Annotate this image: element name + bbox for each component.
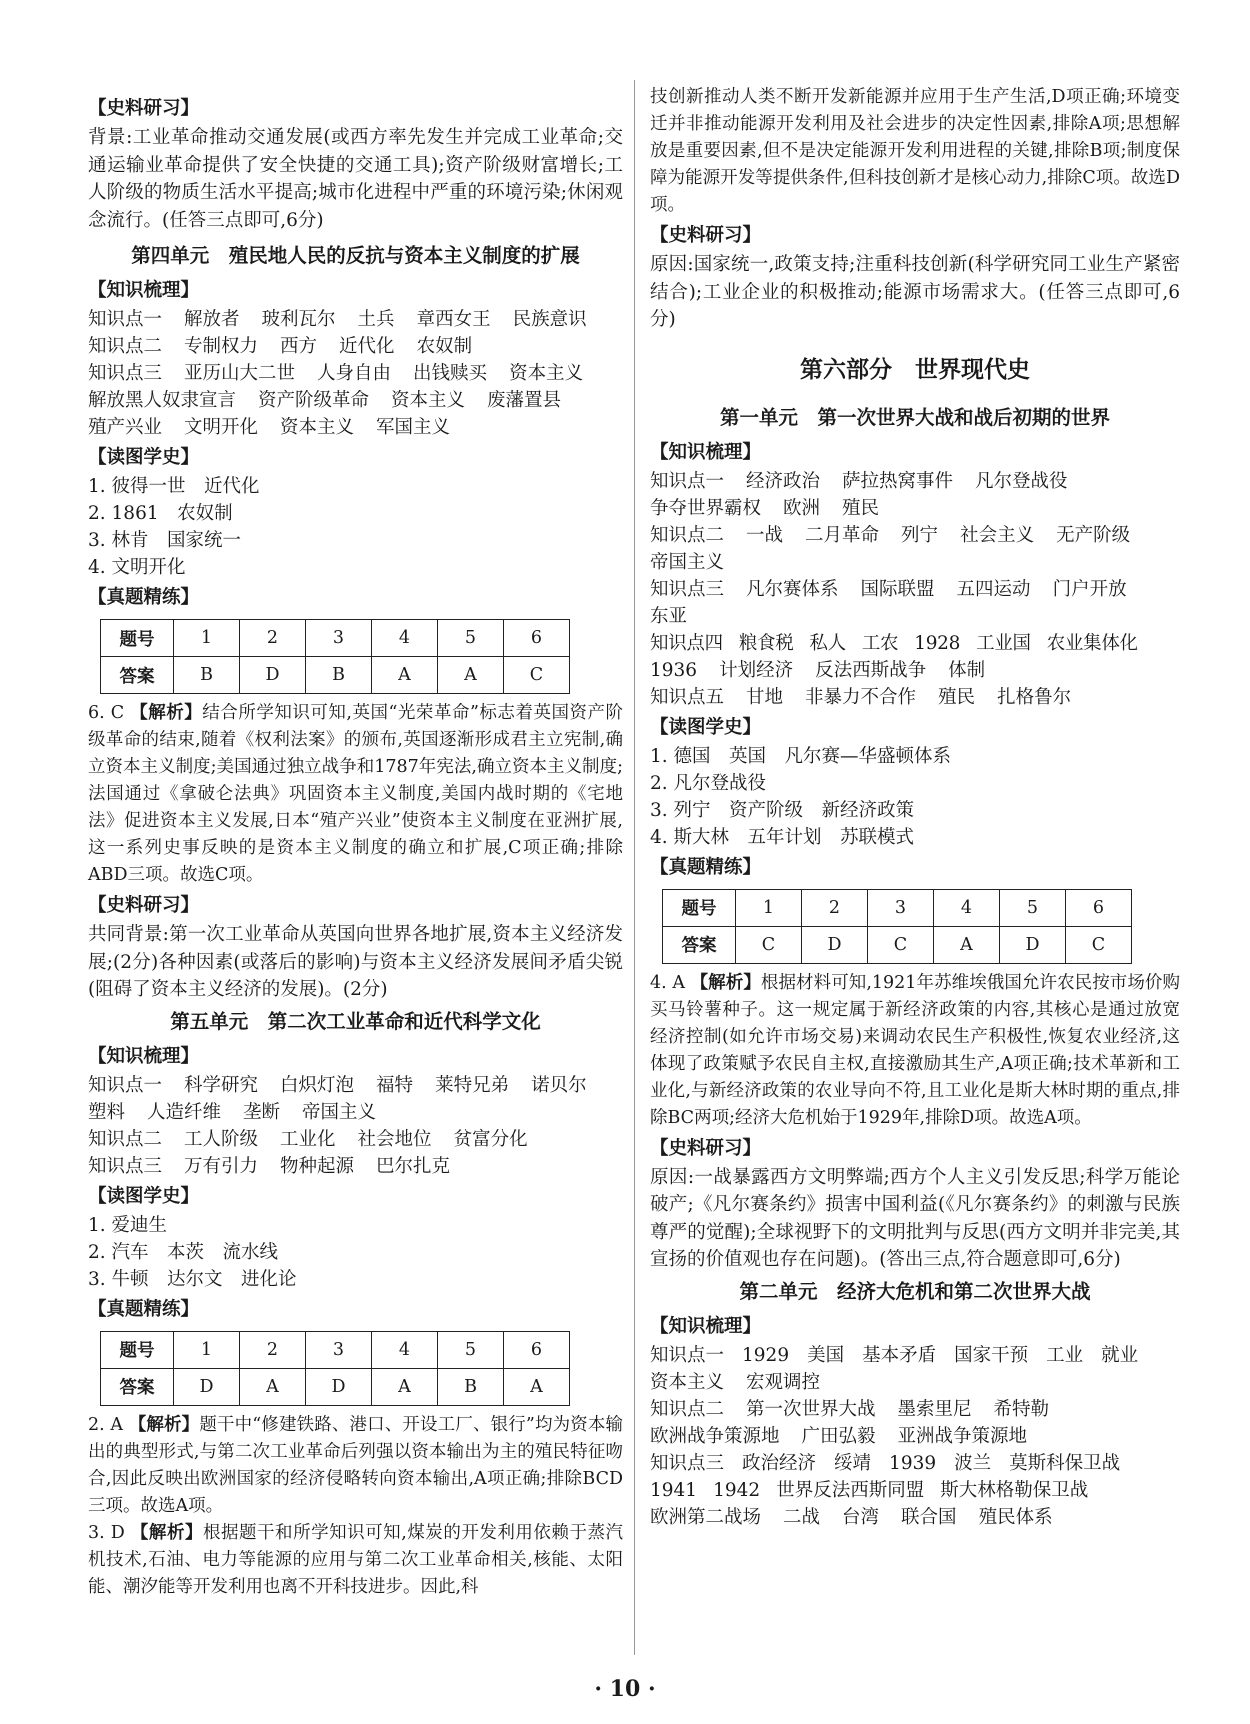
table-cell: A [372,1368,438,1405]
knowledge-line: 知识点三 亚历山大二世 人身自由 出钱赎买 资本主义 [88,363,584,384]
table-cell: 3 [306,620,372,657]
map-answer: 1. 德国 英国 凡尔赛—华盛顿体系 [650,745,952,767]
table-cell: A [438,657,504,694]
section-header: 【真题精练】 [88,587,200,608]
knowledge-line: 知识点二 工人阶级 工业化 社会地位 贫富分化 [88,1128,528,1150]
map-answer: 3. 林肯 国家统一 [88,530,242,551]
section-header: 【知识梳理】 [88,1045,200,1067]
knowledge-line: 知识点四 粮食税 私人 工农 1928 工业国 农业集体化 [650,632,1138,654]
page-number: · 10 · [594,1676,656,1702]
table-cell: 1 [174,620,240,657]
answer-table [662,889,1132,964]
solution: 2. A 【解析】题干中“修建铁路、港口、开设工厂、银行”均为资本输出的典型形式,与第二次工业革命后列强以资本输出为主的殖民特征吻合,因此反映出欧洲国家的经济侵略转向资本输出,A项正确;排除BCD三项。故选A项。 [88,1414,623,1516]
table-cell: 5 [438,620,504,657]
solution-continued: 技创新推动人类不断开发新能源并应用于生产生活,D项正确;环境变迁并非推动能源开发利用及社会进步的决定性因素,排除A项;思想解放是重要因素,但不是决定能源开发利用进程的关键,排除B项;制度保障为能源开发等提供条件,但科技创新才是核心动力,排除C项。故选D项。 [650,87,1180,215]
table-cell: 5 [1000,889,1066,926]
unit-title: 第一单元 第一次世界大战和战后初期的世界 [719,405,1110,429]
knowledge-line: 知识点一 1929 美国 基本矛盾 国家干预 工业 就业 [650,1344,1139,1366]
knowledge-line: 殖产兴业 文明开化 资本主义 军国主义 [88,417,451,438]
knowledge-list [650,1342,1180,1531]
table-cell: C [868,926,934,963]
map-answer: 3. 牛顿 达尔文 进化论 [88,1268,297,1290]
knowledge-line: 知识点二 第一次世界大战 墨索里尼 希特勒 [650,1398,1050,1420]
section-header: 【知识梳理】 [88,280,200,301]
knowledge-line: 东亚 [650,605,688,627]
knowledge-line: 欧洲第二战场 二战 台湾 联合国 殖民体系 [650,1506,1053,1528]
table-cell: B [174,657,240,694]
knowledge-line: 知识点二 一战 二月革命 列宁 社会主义 无产阶级 [650,524,1131,546]
answer-table [100,619,570,694]
knowledge-line: 知识点一 经济政治 萨拉热窝事件 凡尔登战役 [650,470,1068,492]
section-header: 【史料研习】 [88,895,200,916]
table-cell: 2 [240,1331,306,1368]
knowledge-line: 知识点二 专制权力 西方 近代化 农奴制 [88,336,473,357]
right-column [650,84,1180,1531]
map-answer: 2. 凡尔登战役 [650,772,767,794]
table-key: 题号 [101,620,174,657]
knowledge-line: 知识点五 甘地 非暴力不合作 殖民 扎格鲁尔 [650,686,1072,708]
table-cell: 4 [372,620,438,657]
section-header: 【知识梳理】 [650,441,762,463]
knowledge-line: 资本主义 宏观调控 [650,1371,821,1393]
knowledge-list [88,306,623,441]
table-cell: D [802,926,868,963]
section-header: 【读图学史】 [88,447,200,468]
table-cell: 5 [438,1331,504,1368]
knowledge-line: 知识点三 政治经济 绥靖 1939 波兰 莫斯科保卫战 [650,1452,1121,1474]
table-cell: D [240,657,306,694]
map-answer: 2. 1861 农奴制 [88,503,233,524]
table-cell: B [306,657,372,694]
map-answer: 1. 彼得一世 近代化 [88,476,260,497]
table-key: 答案 [663,926,736,963]
section-header: 【史料研习】 [650,1137,762,1159]
table-cell: A [372,657,438,694]
knowledge-line: 知识点一 解放者 玻利瓦尔 土兵 章西女王 民族意识 [88,309,587,330]
part-title: 第六部分 世界现代史 [800,356,1030,383]
answer-table [100,1331,570,1406]
unit-title: 第四单元 殖民地人民的反抗与资本主义制度的扩展 [131,244,580,267]
solution: 6. C 【解析】结合所学知识可知,英国“光荣革命”标志着英国资产阶级革命的结束,随着《权利法案》的颁布,英国逐渐形成君主立宪制,确立资本主义制度;美国通过独立战争和1787年宪法,确立资本主义制度;法国通过《拿破仑法典》巩固资本主义制度,美国内战时期的《宅地法》促进资本主义发展,日本“殖产兴业”使资本主义制度在亚洲扩展,这一系列史事反映的是资本主义制度的确立和扩展,C项正确;排除ABD三项。故选C项。 [88,703,623,885]
map-answer: 2. 汽车 本茨 流水线 [88,1241,279,1263]
knowledge-list [650,468,1180,711]
table-key: 题号 [663,889,736,926]
solution: 4. A 【解析】根据材料可知,1921年苏维埃俄国允许农民按市场价购买马铃薯种子。这一规定属于新经济政策的内容,其核心是通过放宽经济控制(如允许市场交易)来调动农民生产积极性,恢复农业经济,这体现了政策赋予农民自主权,直接激励其生产,A项正确;技术革新和工业化,与新经济政策的农业导向不符,且工业化是斯大林时期的重点,排除BC两项;经济大危机始于1929年,排除D项。故选A项。 [650,972,1180,1128]
table-cell: 2 [802,889,868,926]
table-cell: D [1000,926,1066,963]
section-header: 【真题精练】 [650,856,762,878]
table-cell: B [438,1368,504,1405]
material-answer: 背景:工业革命推动交通发展(或西方率先发生并完成工业革命;交通运输业革命提供了安全快捷的交通工具);资产阶级财富增长;工人阶级的物质生活水平提高;城市化进程中严重的环境污染;休闲观念流行。(任答三点即可,6分) [88,127,623,231]
knowledge-line: 知识点三 万有引力 物种起源 巴尔扎克 [88,1155,451,1177]
table-key: 答案 [101,657,174,694]
table-cell: 4 [372,1331,438,1368]
table-cell: 4 [934,889,1000,926]
table-cell: 6 [1066,889,1132,926]
knowledge-line: 1936 计划经济 反法西斯战争 体制 [650,659,986,681]
section-header: 【读图学史】 [650,716,762,738]
knowledge-line: 1941 1942 世界反法西斯同盟 斯大林格勒保卫战 [650,1479,1089,1501]
table-cell: D [174,1368,240,1405]
knowledge-line: 塑料 人造纤维 垄断 帝国主义 [88,1101,377,1123]
table-cell: 1 [736,889,802,926]
table-cell: C [1066,926,1132,963]
map-answer: 4. 斯大林 五年计划 苏联模式 [650,826,915,848]
left-column [88,92,623,1601]
knowledge-list [88,1072,623,1180]
solution: 3. D 【解析】根据题干和所学知识可知,煤炭的开发利用依赖于蒸汽机技术,石油、电力等能源的应用与第二次工业革命相关,核能、太阳能、潮汐能等开发利用也离不开科技进步。因此,科 [88,1522,623,1597]
map-answer: 3. 列宁 资产阶级 新经济政策 [650,799,915,821]
table-cell: D [306,1368,372,1405]
table-cell: 6 [504,1331,570,1368]
table-cell: 3 [306,1331,372,1368]
knowledge-line: 欧洲战争策源地 广田弘毅 亚洲战争策源地 [650,1425,1028,1447]
map-answer: 4. 文明开化 [88,557,186,578]
knowledge-line: 解放黑人奴隶宣言 资产阶级革命 资本主义 废藩置县 [88,390,562,411]
table-cell: A [934,926,1000,963]
table-cell: A [240,1368,306,1405]
knowledge-line: 知识点三 凡尔赛体系 国际联盟 五四运动 门户开放 [650,578,1127,600]
material-answer: 原因:一战暴露西方文明弊端;西方个人主义引发反思;科学万能论破产;《凡尔赛条约》损害中国利益(《凡尔赛条约》的刺激与民族尊严的觉醒);全球视野下的文明批判与反思(西方文明并非完美,其宣扬的价值观也存在问题)。(答出三点,符合题意即可,6分) [650,1166,1180,1270]
material-answer: 原因:国家统一,政策支持;注重科技创新(科学研究同工业生产紧密结合);工业企业的积极推动;能源市场需求大。(任答三点即可,6分) [650,254,1180,330]
knowledge-line: 争夺世界霸权 欧洲 殖民 [650,497,880,519]
section-header: 【史料研习】 [88,98,200,119]
section-header: 【知识梳理】 [650,1315,762,1337]
section-header: 【真题精练】 [88,1298,200,1320]
material-answer: 共同背景:第一次工业革命从英国向世界各地扩展,资本主义经济发展;(2分)各种因素(或落后的影响)与资本主义经济发展间矛盾尖锐(阻碍了资本主义经济的发展)。(2分) [88,924,623,1000]
table-cell: C [736,926,802,963]
unit-title: 第二单元 经济大危机和第二次世界大战 [739,1279,1091,1303]
table-key: 题号 [101,1331,174,1368]
table-cell: 2 [240,620,306,657]
column-divider [634,80,635,1655]
table-cell: 1 [174,1331,240,1368]
table-cell: C [504,657,570,694]
map-answer: 1. 爱迪生 [88,1214,168,1236]
table-cell: 6 [504,620,570,657]
table-cell: 3 [868,889,934,926]
knowledge-line: 知识点一 科学研究 白炽灯泡 福特 莱特兄弟 诺贝尔 [88,1074,587,1096]
knowledge-line: 帝国主义 [650,551,725,573]
table-key: 答案 [101,1368,174,1405]
unit-title: 第五单元 第二次工业革命和近代科学文化 [170,1009,541,1033]
table-cell: A [504,1368,570,1405]
section-header: 【读图学史】 [88,1185,200,1207]
section-header: 【史料研习】 [650,225,762,246]
